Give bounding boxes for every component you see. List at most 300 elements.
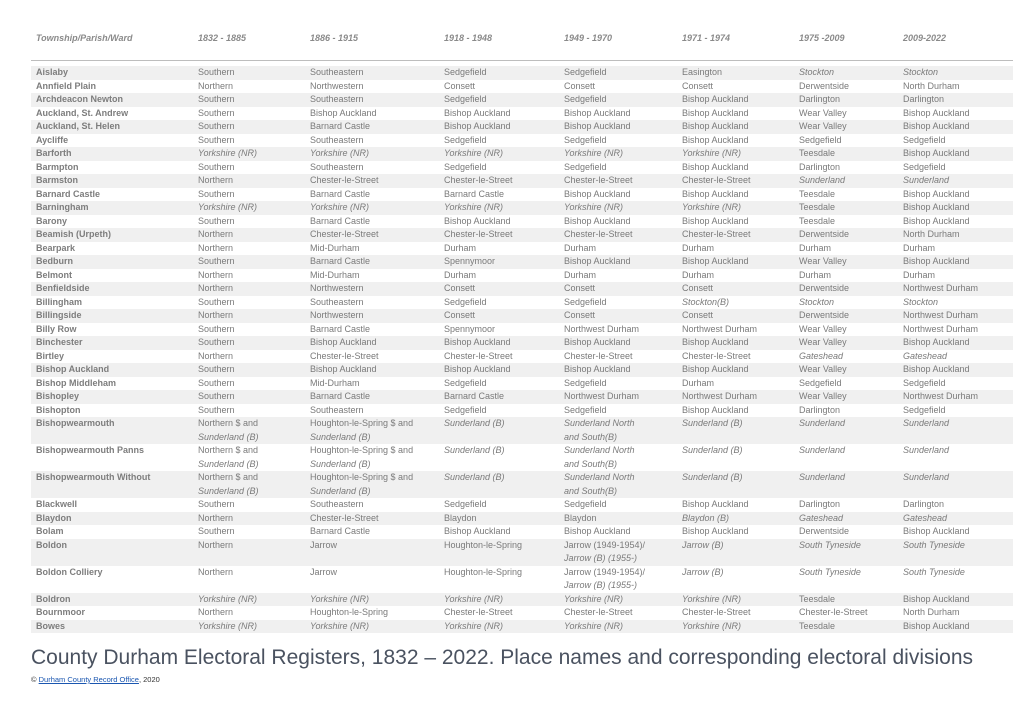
division-cell: Blaydon xyxy=(444,512,477,523)
division-cell: Durham xyxy=(903,242,936,253)
division-cell: Bishop Auckland xyxy=(682,215,749,226)
division-cell: Southern xyxy=(198,404,235,415)
division-cell: Yorkshire (NR) xyxy=(198,148,258,158)
header-1971: 1971 - 1974 xyxy=(682,33,731,43)
division-cell: Barnard Castle xyxy=(310,526,371,536)
division-cell: Bishop Auckland xyxy=(564,364,631,374)
division-cell: Northern xyxy=(198,269,234,280)
township-cell: Barony xyxy=(36,215,68,226)
division-cell: Southern xyxy=(198,323,235,334)
township-cell: Benfieldside xyxy=(36,283,90,293)
division-cell: Chester-le-Street xyxy=(682,175,751,185)
division-cell: Southern xyxy=(198,161,235,172)
table-row xyxy=(31,269,1013,283)
division-cell: Southern xyxy=(198,215,235,226)
division-cell: Yorkshire (NR) xyxy=(682,148,742,158)
division-cell: Consett xyxy=(564,80,596,91)
division-cell: Bishop Auckland xyxy=(444,337,511,347)
division-cell: Derwentside xyxy=(799,283,850,293)
division-cell: Chester-le-Street xyxy=(310,229,379,239)
table-row xyxy=(31,228,1013,242)
division-cell: Sunderland North xyxy=(564,445,635,455)
table-row xyxy=(31,242,1013,256)
division-cell: Bishop Auckland xyxy=(903,188,970,199)
division-cell: Bishop Auckland xyxy=(682,256,749,266)
township-cell: Aislaby xyxy=(36,67,69,77)
division-cell: Jarrow (1949-1954)/ xyxy=(564,539,646,550)
township-cell: Boldon Colliery xyxy=(36,566,103,577)
division-cell: Bishop Auckland xyxy=(564,526,631,536)
division-cell: Bishop Auckland xyxy=(903,364,970,374)
division-cell: Northern $ and xyxy=(198,472,259,482)
township-cell: Barmpton xyxy=(36,161,79,172)
division-cell: Sunderland (B) xyxy=(682,445,743,455)
division-cell: Durham xyxy=(444,242,477,253)
division-cell: Wear Valley xyxy=(799,323,847,334)
division-cell: Stockton xyxy=(799,296,835,307)
township-cell: Bolam xyxy=(36,526,64,536)
division-cell: Houghton-le-Spring $ and xyxy=(310,418,414,428)
division-cell: Northern xyxy=(198,310,234,320)
division-cell: Blaydon xyxy=(564,512,597,523)
division-cell: Bishop Auckland xyxy=(682,499,749,509)
division-cell: and South(B) xyxy=(564,431,618,442)
division-cell: Southern xyxy=(198,67,235,77)
header-1949: 1949 - 1970 xyxy=(564,33,613,43)
division-cell: Sunderland xyxy=(799,445,846,455)
division-cell: Sunderland xyxy=(903,472,950,482)
division-cell: Bishop Auckland xyxy=(444,526,511,536)
division-cell: Darlington xyxy=(799,161,841,172)
township-cell: Archdeacon Newton xyxy=(36,94,124,104)
division-cell: Sunderland xyxy=(799,472,846,482)
division-cell: Teesdale xyxy=(799,620,836,631)
township-cell: Barforth xyxy=(36,148,72,158)
division-cell: Sedgefield xyxy=(903,161,946,172)
header-1975: 1975 -2009 xyxy=(799,33,845,43)
division-cell: Southeastern xyxy=(310,296,364,307)
division-cell: Yorkshire (NR) xyxy=(310,202,370,212)
division-cell: Blaydon (B) xyxy=(682,512,730,523)
division-cell: Southern xyxy=(198,121,235,131)
electoral-table xyxy=(31,30,1013,633)
township-cell: Belmont xyxy=(36,269,72,280)
division-cell: Bishop Auckland xyxy=(682,337,749,347)
division-cell: South Tyneside xyxy=(799,566,861,577)
division-cell: Houghton-le-Spring xyxy=(444,539,523,550)
township-cell: Billingham xyxy=(36,296,83,307)
division-cell: Houghton-le-Spring xyxy=(310,607,389,617)
division-cell: Jarrow (B) (1955-) xyxy=(564,580,638,590)
division-cell: Chester-le-Street xyxy=(682,350,751,361)
table-row xyxy=(31,80,1013,94)
division-cell: Northern $ and xyxy=(198,418,259,428)
division-cell: Bishop Auckland xyxy=(310,364,377,374)
table-body xyxy=(31,66,1013,633)
division-cell: Northern xyxy=(198,175,234,185)
division-cell: Chester-le-Street xyxy=(444,229,513,239)
division-cell: Bishop Auckland xyxy=(682,134,749,145)
division-cell: Sedgefield xyxy=(903,134,946,145)
division-cell: Sunderland (B) xyxy=(444,445,505,455)
division-cell: Consett xyxy=(444,283,476,293)
township-cell: Bishopwearmouth Without xyxy=(36,472,151,482)
table-row xyxy=(31,309,1013,323)
division-cell: Northern xyxy=(198,242,234,253)
division-cell: Consett xyxy=(682,310,714,320)
division-cell: Southern xyxy=(198,188,235,199)
township-cell: Barningham xyxy=(36,202,89,212)
division-cell: North Durham xyxy=(903,80,960,91)
division-cell: Yorkshire (NR) xyxy=(444,202,504,212)
division-cell: Northwest Durham xyxy=(682,391,758,401)
division-cell: Bishop Auckland xyxy=(444,121,511,131)
division-cell: Northern xyxy=(198,350,234,361)
table-row xyxy=(31,147,1013,161)
division-cell: Gateshead xyxy=(903,512,948,523)
division-cell: Yorkshire (NR) xyxy=(564,620,624,631)
division-cell: Southern xyxy=(198,296,235,307)
table-row xyxy=(31,188,1013,202)
division-cell: Jarrow (B) xyxy=(682,539,724,550)
division-cell: Southeastern xyxy=(310,134,364,145)
table-row xyxy=(31,620,1013,634)
township-cell: Annfield Plain xyxy=(36,80,97,91)
division-cell: Northern xyxy=(198,512,234,523)
division-cell: Darlington xyxy=(799,94,841,104)
division-cell: Chester-le-Street xyxy=(799,607,868,617)
division-cell: Bishop Auckland xyxy=(682,121,749,131)
division-cell: Wear Valley xyxy=(799,107,847,118)
table-row xyxy=(31,120,1013,134)
division-cell: Jarrow (B) (1955-) xyxy=(564,553,638,563)
division-cell: Sunderland (B) xyxy=(198,485,259,496)
table-row xyxy=(31,215,1013,229)
division-cell: Yorkshire (NR) xyxy=(310,593,370,604)
header-1832: 1832 - 1885 xyxy=(198,33,247,43)
division-cell: Teesdale xyxy=(799,148,836,158)
division-cell: Barnard Castle xyxy=(310,215,371,226)
division-cell: Consett xyxy=(682,80,714,91)
table-row xyxy=(31,336,1013,350)
division-cell: Sedgefield xyxy=(564,161,607,172)
division-cell: Southern xyxy=(198,107,235,118)
division-cell: Bishop Auckland xyxy=(564,337,631,347)
table-row xyxy=(31,512,1013,526)
division-cell: Sunderland xyxy=(799,175,846,185)
division-cell: Yorkshire (NR) xyxy=(682,202,742,212)
table-row xyxy=(31,201,1013,215)
table-row xyxy=(31,404,1013,418)
division-cell: Barnard Castle xyxy=(310,188,371,199)
division-cell: Derwentside xyxy=(799,310,850,320)
division-cell: South Tyneside xyxy=(903,566,965,577)
division-cell: Yorkshire (NR) xyxy=(198,593,258,604)
township-cell: Aycliffe xyxy=(36,134,69,145)
division-cell: Bishop Auckland xyxy=(903,215,970,226)
table-row xyxy=(31,93,1013,107)
division-cell: Yorkshire (NR) xyxy=(198,202,258,212)
table-row xyxy=(31,66,1013,80)
division-cell: Northwest Durham xyxy=(903,283,979,293)
header-1886: 1886 - 1915 xyxy=(310,33,359,43)
table-row xyxy=(31,323,1013,337)
division-cell: Sedgefield xyxy=(564,404,607,415)
division-cell: Yorkshire (NR) xyxy=(444,148,504,158)
division-cell: Northwest Durham xyxy=(903,323,979,334)
division-cell: Southeastern xyxy=(310,67,364,77)
division-cell: Stockton xyxy=(799,67,835,77)
division-cell: Consett xyxy=(444,80,476,91)
division-cell: Houghton-le-Spring $ and xyxy=(310,445,414,455)
division-cell: Northwest Durham xyxy=(682,323,758,334)
division-cell: Bishop Auckland xyxy=(903,593,970,604)
division-cell: Barnard Castle xyxy=(310,256,371,266)
table-row xyxy=(31,161,1013,175)
division-cell: Bishop Auckland xyxy=(682,526,749,536)
division-cell: Gateshead xyxy=(799,512,844,523)
division-cell: Jarrow (1949-1954)/ xyxy=(564,566,646,577)
table-row xyxy=(31,606,1013,620)
division-cell: Bishop Auckland xyxy=(903,526,970,536)
table-row xyxy=(31,390,1013,404)
division-cell: Northwestern xyxy=(310,80,364,91)
division-cell: Durham xyxy=(799,269,832,280)
division-cell: Mid-Durham xyxy=(310,269,360,280)
division-cell: Sunderland (B) xyxy=(198,431,259,442)
division-cell: Sedgefield xyxy=(564,377,607,388)
division-cell: Northwestern xyxy=(310,283,364,293)
division-cell: Teesdale xyxy=(799,593,836,604)
township-cell: Bishopley xyxy=(36,391,80,401)
township-cell: Barmston xyxy=(36,175,79,185)
page-title: County Durham Electoral Registers, 1832 – 2022. Place names and corresponding electoral divisions xyxy=(31,646,974,669)
division-cell: Chester-le-Street xyxy=(682,229,751,239)
division-cell: Yorkshire (NR) xyxy=(682,593,742,604)
division-cell: Bishop Auckland xyxy=(310,107,377,118)
table-row xyxy=(31,174,1013,188)
table-row xyxy=(31,525,1013,539)
division-cell: Bishop Auckland xyxy=(682,188,749,199)
division-cell: Barnard Castle xyxy=(310,391,371,401)
township-cell: Barnard Castle xyxy=(36,188,101,199)
division-cell: Sunderland (B) xyxy=(682,472,743,482)
division-cell: Houghton-le-Spring xyxy=(444,566,523,577)
division-cell: Chester-le-Street xyxy=(444,350,513,361)
township-cell: Bishopton xyxy=(36,404,81,415)
division-cell: Wear Valley xyxy=(799,337,847,347)
division-cell: Barnard Castle xyxy=(310,323,371,334)
division-cell: Sunderland (B) xyxy=(444,472,505,482)
division-cell: Bishop Auckland xyxy=(682,94,749,104)
division-cell: Bishop Auckland xyxy=(682,107,749,118)
division-cell: Gateshead xyxy=(799,350,844,361)
division-cell: Chester-le-Street xyxy=(444,607,513,617)
division-cell: Northwestern xyxy=(310,310,364,320)
township-cell: Blaydon xyxy=(36,512,72,523)
division-cell: North Durham xyxy=(903,607,960,617)
division-cell: Bishop Auckland xyxy=(564,107,631,118)
division-cell: Darlington xyxy=(903,499,945,509)
division-cell: Chester-le-Street xyxy=(564,350,633,361)
division-cell: Northern xyxy=(198,539,234,550)
division-cell: Southeastern xyxy=(310,161,364,172)
division-cell: Durham xyxy=(682,377,715,388)
division-cell: Southern xyxy=(198,526,235,536)
division-cell: Sunderland xyxy=(903,445,950,455)
division-cell: Wear Valley xyxy=(799,256,847,266)
division-cell: Bishop Auckland xyxy=(564,188,631,199)
division-cell: Sedgefield xyxy=(564,499,607,509)
division-cell: Sedgefield xyxy=(444,499,487,509)
division-cell: Sunderland (B) xyxy=(444,418,505,428)
division-cell: Northwest Durham xyxy=(903,391,979,401)
division-cell: Sedgefield xyxy=(799,377,842,388)
division-cell: Sedgefield xyxy=(903,377,946,388)
division-cell: Bishop Auckland xyxy=(564,215,631,226)
division-cell: Wear Valley xyxy=(799,121,847,131)
division-cell: Sunderland North xyxy=(564,472,635,482)
table-row xyxy=(31,539,1013,553)
division-cell: Sedgefield xyxy=(564,134,607,145)
division-cell: Sedgefield xyxy=(444,404,487,415)
division-cell: Barnard Castle xyxy=(444,391,505,401)
division-cell: Houghton-le-Spring $ and xyxy=(310,472,414,482)
division-cell: Southern xyxy=(198,256,235,266)
township-cell: Auckland, St. Helen xyxy=(36,121,121,131)
division-cell: Jarrow xyxy=(310,566,338,577)
division-cell: South Tyneside xyxy=(903,539,965,550)
division-cell: Yorkshire (NR) xyxy=(564,593,624,604)
division-cell: Durham xyxy=(564,269,597,280)
division-cell: Consett xyxy=(682,283,714,293)
division-cell: Stockton(B) xyxy=(682,296,730,307)
division-cell: Northern $ and xyxy=(198,445,259,455)
division-cell: Chester-le-Street xyxy=(564,229,633,239)
division-cell: Durham xyxy=(903,269,936,280)
division-cell: Sunderland xyxy=(903,175,950,185)
division-cell: Sedgefield xyxy=(444,161,487,172)
division-cell: Northwest Durham xyxy=(564,323,640,334)
division-cell: Derwentside xyxy=(799,229,850,239)
township-cell: Billy Row xyxy=(36,323,77,334)
table-row xyxy=(31,417,1013,431)
table-row xyxy=(31,498,1013,512)
division-cell: Chester-le-Street xyxy=(444,175,513,185)
division-cell: Spennymoor xyxy=(444,256,496,266)
division-cell: Yorkshire (NR) xyxy=(198,620,258,631)
table-row-continuation xyxy=(31,431,1013,445)
division-cell: Sedgefield xyxy=(444,67,487,77)
division-cell: Northern xyxy=(198,566,234,577)
table-row-continuation xyxy=(31,579,1013,593)
division-cell: Spennymoor xyxy=(444,323,496,334)
division-cell: Darlington xyxy=(799,499,841,509)
division-cell: North Durham xyxy=(903,229,960,239)
division-cell: Yorkshire (NR) xyxy=(310,620,370,631)
division-cell: Sedgefield xyxy=(564,296,607,307)
division-cell: Yorkshire (NR) xyxy=(444,620,504,631)
division-cell: Southern xyxy=(198,377,235,388)
table-row xyxy=(31,255,1013,269)
division-cell: Mid-Durham xyxy=(310,377,360,388)
table-row xyxy=(31,350,1013,364)
division-cell: Chester-le-Street xyxy=(564,607,633,617)
division-cell: Bishop Auckland xyxy=(444,215,511,226)
division-cell: Yorkshire (NR) xyxy=(310,148,370,158)
footer-year: , 2020 xyxy=(138,675,160,684)
division-cell: Sedgefield xyxy=(564,94,607,104)
table-row xyxy=(31,282,1013,296)
footer xyxy=(31,675,160,684)
township-cell: Bishop Middleham xyxy=(36,377,117,388)
table-row xyxy=(31,107,1013,121)
division-cell: Consett xyxy=(564,283,596,293)
division-cell: Consett xyxy=(444,310,476,320)
division-cell: and South(B) xyxy=(564,485,618,496)
division-cell: Sunderland North xyxy=(564,418,635,428)
header-2009: 2009-2022 xyxy=(903,33,947,43)
record-office-link[interactable]: Durham County Record Office xyxy=(38,675,139,684)
division-cell: Durham xyxy=(564,242,597,253)
township-cell: Birtley xyxy=(36,350,65,361)
table-row-continuation xyxy=(31,458,1013,472)
division-cell: Northwest Durham xyxy=(903,310,979,320)
township-cell: Blackwell xyxy=(36,499,78,509)
table-row xyxy=(31,444,1013,458)
township-cell: Beamish (Urpeth) xyxy=(36,229,112,239)
table-row xyxy=(31,296,1013,310)
township-cell: Bishop Auckland xyxy=(36,364,110,374)
division-cell: Northern xyxy=(198,229,234,239)
division-cell: Bishop Auckland xyxy=(903,620,970,631)
division-cell: Darlington xyxy=(903,94,945,104)
township-cell: Auckland, St. Andrew xyxy=(36,107,129,118)
table-row xyxy=(31,377,1013,391)
division-cell: Jarrow xyxy=(310,539,338,550)
township-cell: Bishopwearmouth Panns xyxy=(36,445,145,455)
division-cell: Yorkshire (NR) xyxy=(564,148,624,158)
township-cell: Boldron xyxy=(36,593,71,604)
division-cell: Sedgefield xyxy=(444,377,487,388)
division-cell: Bishop Auckland xyxy=(564,256,631,266)
division-cell: Sunderland (B) xyxy=(310,485,371,496)
division-cell: Teesdale xyxy=(799,202,836,212)
division-cell: Stockton xyxy=(903,67,939,77)
division-cell: Southern xyxy=(198,134,235,145)
division-cell: Southeastern xyxy=(310,499,364,509)
division-cell: Sunderland (B) xyxy=(310,458,371,469)
township-cell: Bearpark xyxy=(36,242,76,253)
township-cell: Boldon xyxy=(36,539,67,550)
division-cell: Barnard Castle xyxy=(310,121,371,131)
division-cell: Southern xyxy=(198,499,235,509)
header-township: Township/Parish/Ward xyxy=(36,33,133,43)
division-cell: Southern xyxy=(198,94,235,104)
table-row-continuation xyxy=(31,485,1013,499)
division-cell: Bishop Auckland xyxy=(903,202,970,212)
division-cell: Bishop Auckland xyxy=(903,121,970,131)
division-cell: Bishop Auckland xyxy=(682,161,749,172)
division-cell: Bishop Auckland xyxy=(903,148,970,158)
division-cell: Durham xyxy=(682,242,715,253)
division-cell: Chester-le-Street xyxy=(310,512,379,523)
division-cell: Sedgefield xyxy=(903,404,946,415)
division-cell: Chester-le-Street xyxy=(682,607,751,617)
township-cell: Bedburn xyxy=(36,256,73,266)
division-cell: Northern xyxy=(198,283,234,293)
division-cell: Bishop Auckland xyxy=(682,404,749,415)
